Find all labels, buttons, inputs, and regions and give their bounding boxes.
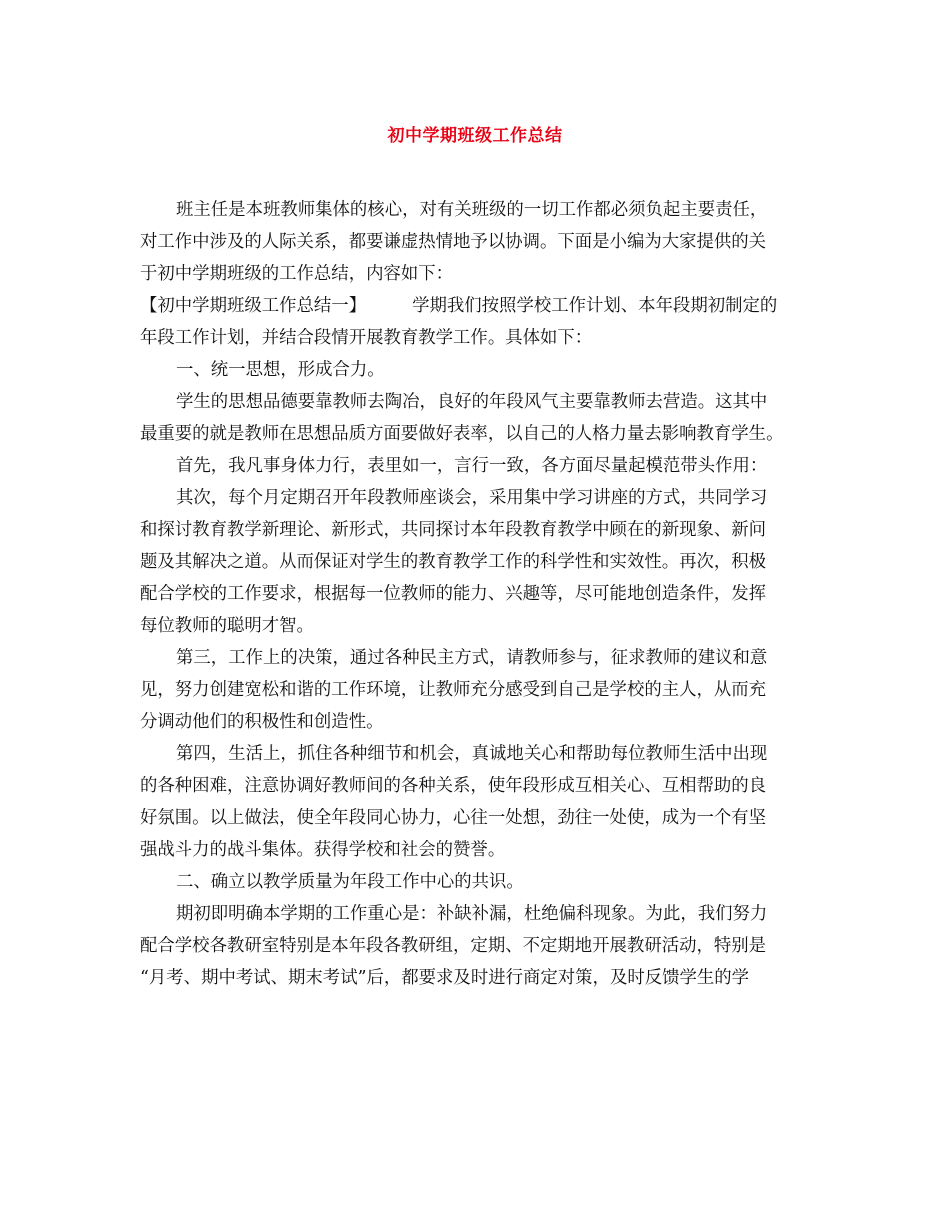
body-line [140, 258, 814, 290]
body-line [140, 482, 814, 514]
body-line [140, 450, 814, 482]
body-line [140, 354, 814, 386]
body-line-text: 首先，我凡事身体力行，表里如一，言行一致，各方面尽量起模范带头作用： [176, 456, 768, 476]
body-line-text: 分调动他们的积极性和创造性。 [140, 712, 384, 732]
body-line-text: 【初中学期班级工作总结一】 [140, 296, 367, 316]
body-line [140, 322, 814, 354]
body-line-text: “月考、期中考试、期末考试”后，都要求及时进行商定对策，及时反馈学生的学 [140, 968, 750, 988]
body-line [140, 866, 814, 898]
body-line [140, 738, 814, 770]
body-line [140, 770, 814, 802]
body-line [140, 930, 814, 962]
body-line [140, 610, 814, 642]
body-line [140, 546, 814, 578]
document-title: 初中学期班级工作总结 [387, 126, 563, 146]
body-line-text: 对工作中涉及的人际关系，都要谦虚热情地予以协调。下面是小编为大家提供的关 [140, 232, 767, 252]
body-line-text: 题及其解决之道。从而保证对学生的教育教学工作的科学性和实效性。再次，积极 [140, 552, 767, 572]
body-line-continuation: 学期我们按照学校工作计划、本年段期初制定的 [412, 296, 778, 316]
body-line [140, 226, 814, 258]
body-line-text: 配合学校的工作要求，根据每一位教师的能力、兴趣等，尽可能地创造条件，发挥 [140, 584, 767, 604]
body-line [140, 898, 814, 930]
body-line-text: 一、统一思想，形成合力。 [176, 360, 385, 380]
body-line-text: 第三，工作上的决策，通过各种民主方式，请教师参与，征求教师的建议和意 [176, 648, 768, 668]
body-line-text: 强战斗力的战斗集体。获得学校和社会的赞誉。 [140, 840, 506, 860]
body-line-text: 最重要的就是教师在思想品质方面要做好表率，以自己的人格力量去影响教育学生。 [140, 424, 784, 444]
body-line-text: 于初中学期班级的工作总结，内容如下： [140, 264, 454, 284]
body-line-text: 学生的思想品德要靠教师去陶冶，良好的年段风气主要靠教师去营造。这其中 [176, 392, 768, 412]
body-line-text: 班主任是本班教师集体的核心，对有关班级的一切工作都必须负起主要责任， [176, 200, 768, 220]
body-line [140, 514, 814, 546]
body-line [140, 386, 814, 418]
body-line-text: 好氛围。以上做法，使全年段同心协力，心往一处想，劲往一处使，成为一个有坚 [140, 808, 767, 828]
body-line-text: 每位教师的聪明才智。 [140, 616, 314, 636]
body-line-text: 见，努力创建宽松和谐的工作环境，让教师充分感受到自己是学校的主人，从而充 [140, 680, 767, 700]
body-line [140, 290, 814, 322]
body-line-text: 和探讨教育教学新理论、新形式，共同探讨本年段教育教学中顾在的新现象、新问 [140, 520, 767, 540]
body-line [140, 706, 814, 738]
body-line [140, 962, 814, 994]
body-line-text: 其次，每个月定期召开年段教师座谈会，采用集中学习讲座的方式，共同学习 [176, 488, 768, 508]
body-line-text: 第四，生活上，抓住各种细节和机会，真诚地关心和帮助每位教师生活中出现 [176, 744, 768, 764]
body-line-text: 期初即明确本学期的工作重心是：补缺补漏，杜绝偏科现象。为此，我们努力 [176, 904, 768, 924]
body-line [140, 194, 814, 226]
document-body [140, 194, 814, 994]
body-line-text: 的各种困难，注意协调好教师间的各种关系，使年段形成互相关心、互相帮助的良 [140, 776, 767, 796]
body-line-text: 二、确立以教学质量为年段工作中心的共识。 [176, 872, 524, 892]
body-line [140, 642, 814, 674]
body-line [140, 418, 814, 450]
body-line-text: 年段工作计划，并结合段情开展教育教学工作。具体如下： [140, 328, 593, 348]
body-line [140, 834, 814, 866]
body-line [140, 802, 814, 834]
body-line-text: 配合学校各教研室特别是本年段各教研组，定期、不定期地开展教研活动，特别是 [140, 936, 767, 956]
body-line [140, 578, 814, 610]
body-line [140, 674, 814, 706]
